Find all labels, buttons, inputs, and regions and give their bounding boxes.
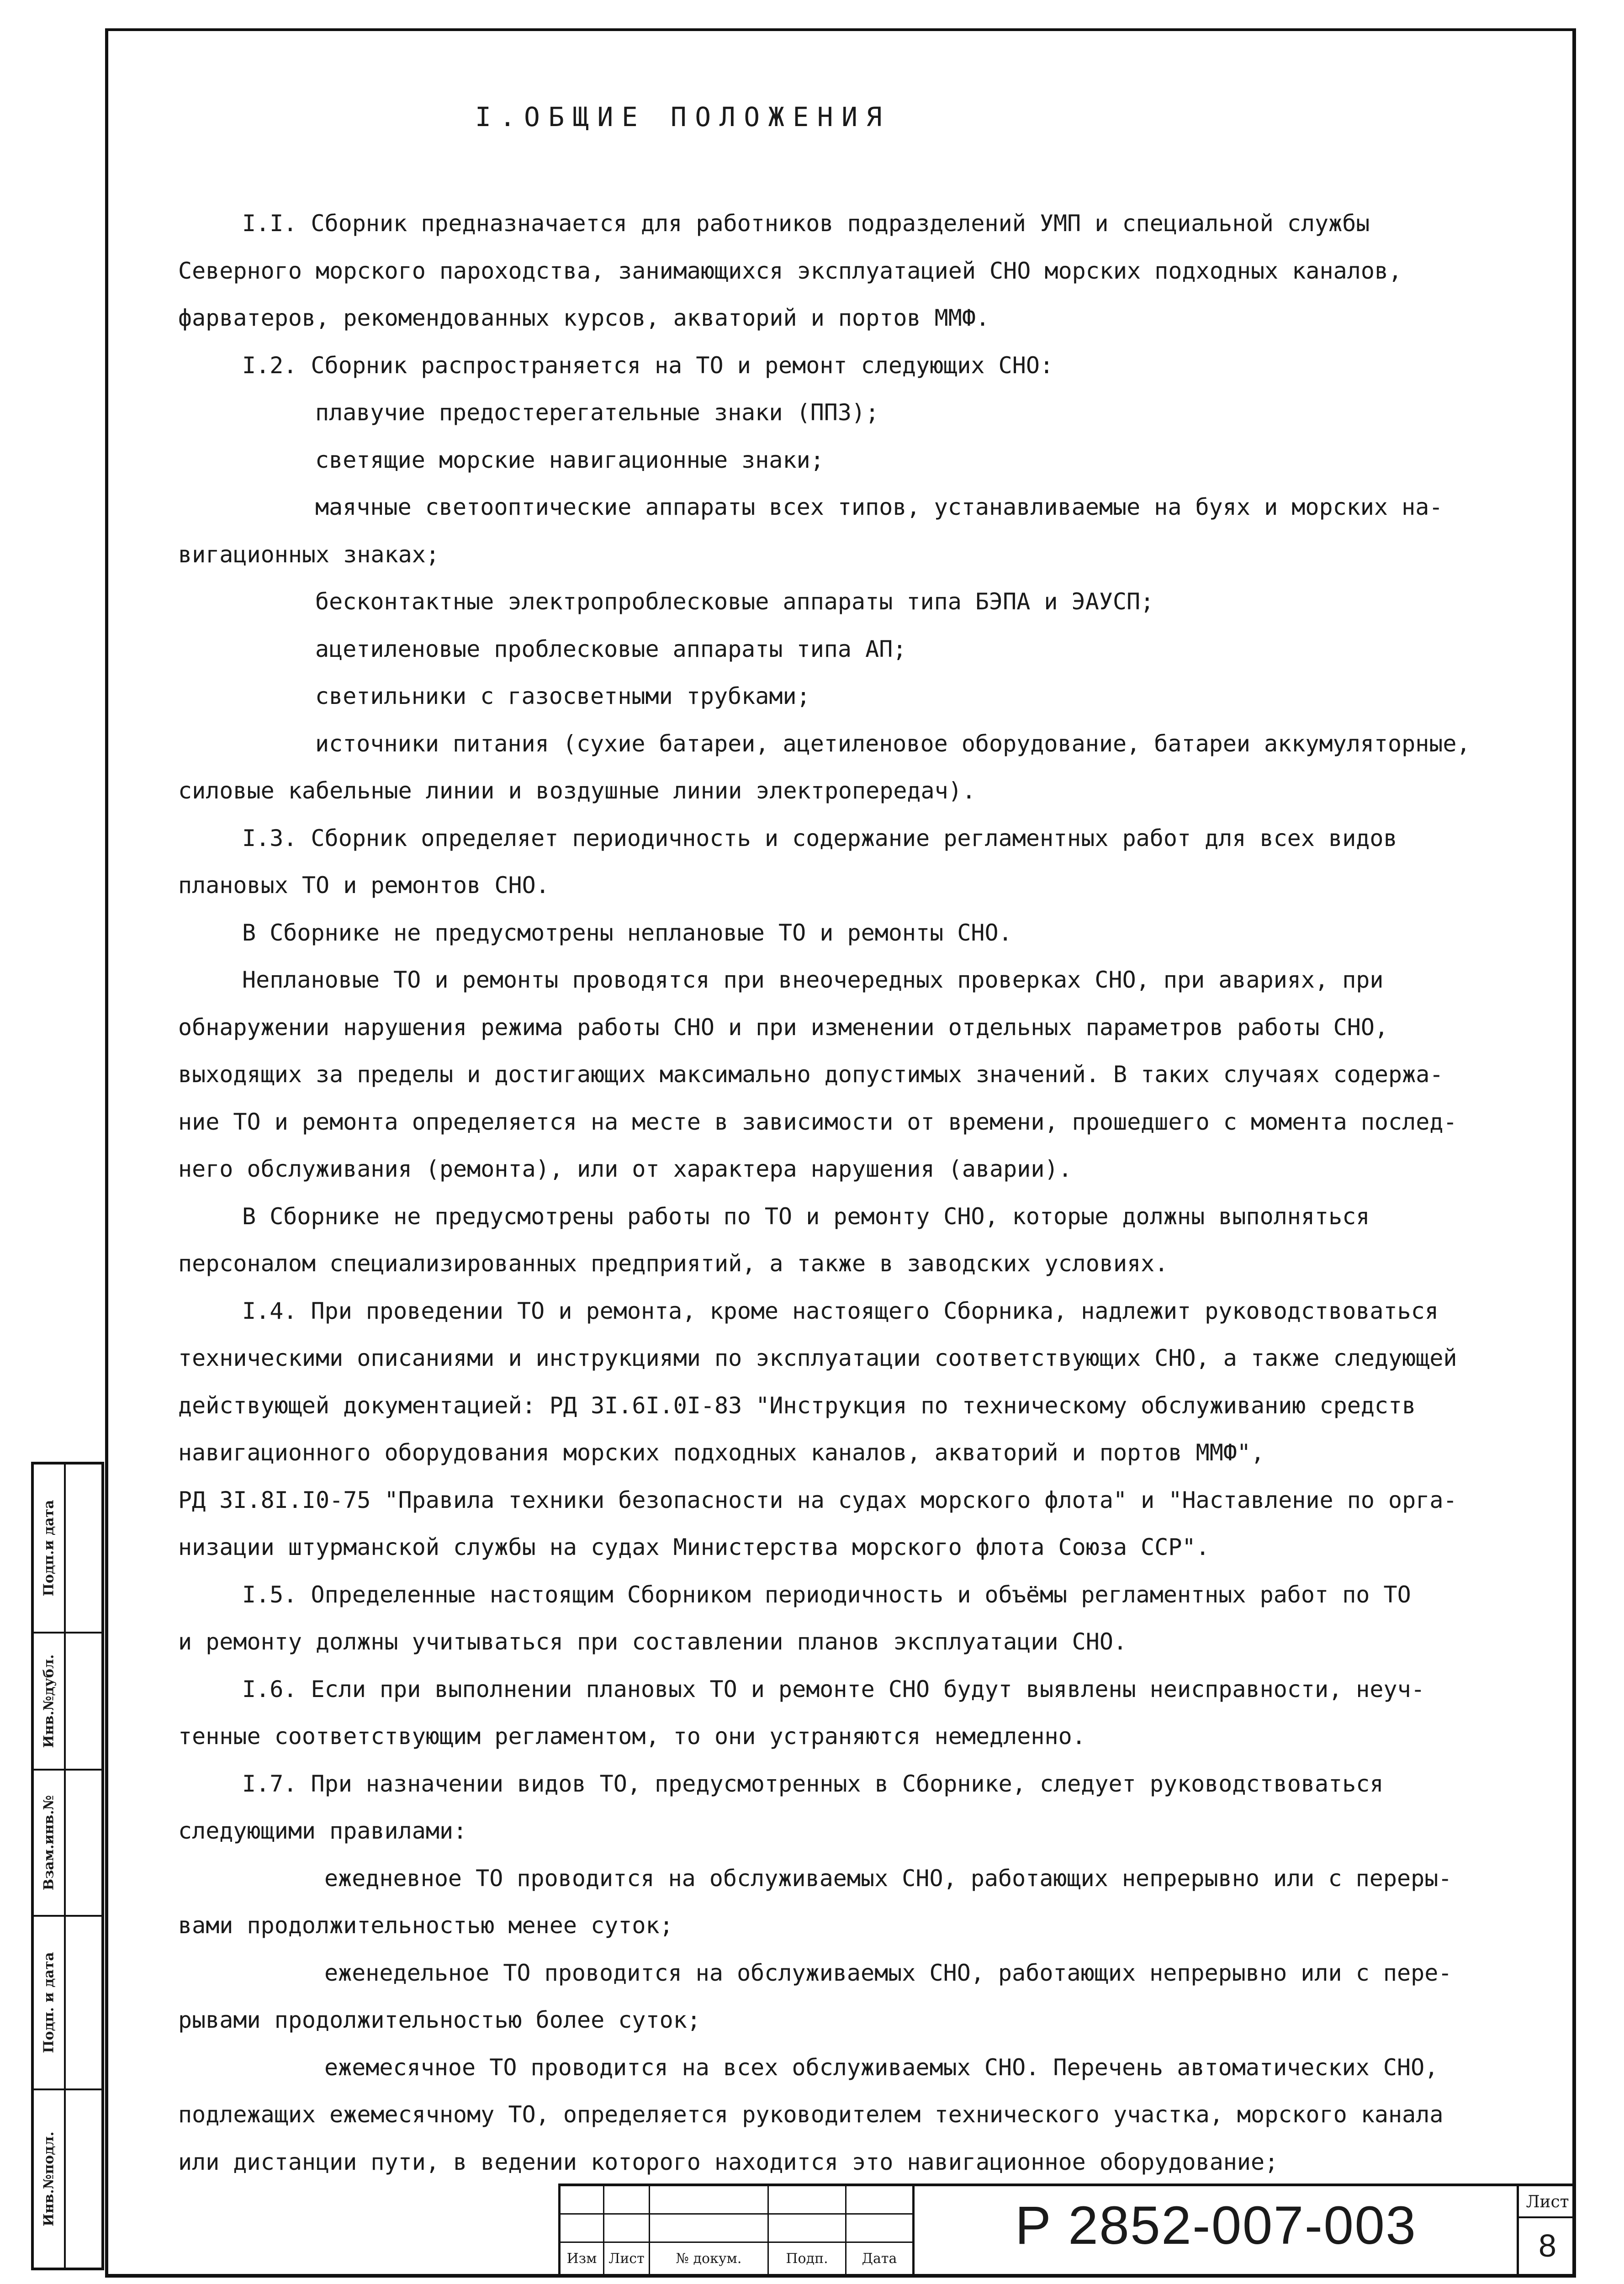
stamp-cell bbox=[34, 1917, 64, 2090]
section-title: I.ОБЩИЕ ПОЛОЖЕНИЯ bbox=[475, 101, 891, 132]
text-line: В Сборнике не предусмотрены работы по ТО и ремонту СНО, которые должны выполняться bbox=[242, 1203, 1370, 1230]
text-line: фарватеров, рекомендованных курсов, акваторий и портов ММФ. bbox=[178, 305, 990, 331]
document-code: Р 2852-007-003 bbox=[1015, 2195, 1417, 2256]
text-line: I.3. Сборник определяет периодичность и содержание регламентных работ для всех видов bbox=[242, 825, 1397, 851]
text-line: силовые кабельные линии и воздушные линии электропередач). bbox=[178, 777, 976, 804]
revision-cell bbox=[769, 2186, 846, 2215]
text-line: техническими описаниями и инструкциями по эксплуатации соответствующих СНО, а также следующей bbox=[178, 1345, 1457, 1371]
text-line: светильники с газосветными трубками; bbox=[315, 683, 810, 709]
revision-cell bbox=[769, 2215, 846, 2243]
text-line: навигационного оборудования морских подходных каналов, акваторий и портов ММФ", bbox=[178, 1439, 1265, 1466]
stamp-empty-cell bbox=[66, 2090, 104, 2268]
stamp-label: Подп.и дата bbox=[41, 1500, 57, 1597]
revision-cell bbox=[650, 2186, 769, 2215]
stamp-signature-column bbox=[66, 1465, 104, 2268]
revision-column-header: Лист bbox=[604, 2243, 650, 2275]
revision-cell bbox=[604, 2186, 650, 2215]
text-line: В Сборнике не предусмотрены неплановые ТО и ремонты СНО. bbox=[242, 919, 1012, 946]
text-line: I.7. При назначении видов ТО, предусмотренных в Сборнике, следует руководствоваться bbox=[242, 1770, 1384, 1797]
stamp-empty-cell bbox=[66, 1771, 104, 1917]
revision-column-header: Изм bbox=[561, 2243, 604, 2275]
revision-column-header: Подп. bbox=[769, 2243, 846, 2275]
stamp-label-column bbox=[34, 1465, 66, 2268]
stamp-label: Инв.№подл. bbox=[41, 2131, 57, 2226]
stamp-empty-cell bbox=[66, 1634, 104, 1771]
text-line: еженедельное ТО проводится на обслуживаемых СНО, работающих непрерывно или с пере- bbox=[324, 1959, 1452, 1986]
text-line: низации штурманской службы на судах Министерства морского флота Союза ССР". bbox=[178, 1534, 1210, 1560]
text-line: источники питания (сухие батареи, ацетиленовое оборудование, батареи аккумуляторные, bbox=[315, 730, 1471, 757]
sheet-number: 8 bbox=[1539, 2228, 1556, 2263]
sheet-label: Лист bbox=[1519, 2186, 1576, 2218]
stamp-label: Инв.№дубл. bbox=[41, 1654, 57, 1748]
text-line: следующими правилами: bbox=[178, 1818, 467, 1844]
revision-column-header: Дата bbox=[862, 2251, 897, 2267]
text-line: обнаружении нарушения режима работы СНО и при изменении отдельных параметров работы СНО, bbox=[178, 1014, 1389, 1041]
text-line: и ремонту должны учитываться при составлении планов эксплуатации СНО. bbox=[178, 1628, 1127, 1655]
text-line: I.6. Если при выполнении плановых ТО и ремонте СНО будут выявлены неисправности, неуч- bbox=[242, 1676, 1425, 1702]
revision-cell bbox=[650, 2215, 769, 2243]
text-line: Неплановые ТО и ремонты проводятся при внеочередных проверках СНО, при авариях, при bbox=[242, 967, 1384, 993]
revision-column-header: № докум. bbox=[650, 2243, 769, 2275]
text-line: плановых ТО и ремонтов СНО. bbox=[178, 872, 550, 899]
stamp-cell bbox=[34, 1771, 64, 1917]
text-line: ние ТО и ремонта определяется на месте в зависимости от времени, прошедшего с момента послед- bbox=[178, 1108, 1457, 1135]
revision-cell bbox=[846, 2215, 912, 2243]
text-line: I.I. Сборник предназначается для работников подразделений УМП и специальной службы bbox=[242, 210, 1370, 237]
text-line: вигационных знаках; bbox=[178, 541, 439, 568]
text-line: светящие морские навигационные знаки; bbox=[315, 446, 824, 473]
text-line: персоналом специализированных предприятий, а также в заводских условиях. bbox=[178, 1250, 1169, 1277]
text-line: ацетиленовые проблесковые аппараты типа АП; bbox=[315, 635, 907, 662]
text-line: ежемесячное ТО проводится на всех обслуживаемых СНО. Перечень автоматических СНО, bbox=[324, 2054, 1439, 2081]
text-line: плавучие предостерегательные знаки (ППЗ); bbox=[315, 399, 879, 426]
revision-table bbox=[558, 2186, 915, 2278]
sheet-box bbox=[1517, 2186, 1576, 2278]
revision-cell bbox=[846, 2186, 912, 2215]
text-line: тенные соответствующим регламентом, то они устраняются немедленно. bbox=[178, 1723, 1086, 1750]
title-block bbox=[558, 2184, 1576, 2278]
stamp-cell bbox=[34, 2090, 64, 2268]
text-line: или дистанции пути, в ведении которого находится это навигационное оборудование; bbox=[178, 2148, 1279, 2175]
text-line: действующей документацией: РД 3I.6I.0I-83 "Инструкция по техническому обслуживанию средств bbox=[178, 1392, 1416, 1419]
stamp-label: Взам.инв.№ bbox=[41, 1795, 57, 1891]
stamp-cell bbox=[34, 1634, 64, 1771]
text-line: РД 3I.8I.I0-75 "Правила техники безопасности на судах морского флота" и "Наставление по орга- bbox=[178, 1486, 1457, 1513]
stamp-empty-cell bbox=[66, 1465, 104, 1634]
text-line: бесконтактные электропроблесковые аппараты типа БЭПА и ЭАУСП; bbox=[315, 588, 1154, 615]
text-line: рывами продолжительностью более суток; bbox=[178, 2007, 701, 2033]
margin-stamp bbox=[31, 1462, 104, 2270]
text-line: I.5. Определенные настоящим Сборником периодичность и объёмы регламентных работ по ТО bbox=[242, 1581, 1411, 1608]
text-line: I.2. Сборник распространяется на ТО и ремонт следующих СНО: bbox=[242, 352, 1054, 379]
text-line: него обслуживания (ремонта), или от характера нарушения (аварии). bbox=[178, 1156, 1072, 1182]
text-line: подлежащих ежемесячному ТО, определяется руководителем технического участка, морского канала bbox=[178, 2101, 1444, 2128]
stamp-label: Подп. и дата bbox=[41, 1952, 57, 2053]
text-line: I.4. При проведении ТО и ремонта, кроме настоящего Сборника, надлежит руководствоваться bbox=[242, 1297, 1439, 1324]
revision-cell bbox=[561, 2186, 604, 2215]
text-line: ежедневное ТО проводится на обслуживаемых СНО, работающих непрерывно или с переры- bbox=[324, 1865, 1452, 1892]
text-line: вами продолжительностью менее суток; bbox=[178, 1912, 673, 1939]
revision-cell bbox=[604, 2215, 650, 2243]
text-line: выходящих за пределы и достигающих максимально допустимых значений. В таких случаях содержа- bbox=[178, 1061, 1444, 1088]
stamp-empty-cell bbox=[66, 1917, 104, 2090]
text-line: маячные светооптические аппараты всех типов, устанавливаемые на буях и морских на- bbox=[315, 494, 1443, 520]
text-line: Северного морского пароходства, занимающихся эксплуатацией СНО морских подходных каналов, bbox=[178, 257, 1402, 284]
stamp-cell bbox=[34, 1465, 64, 1634]
revision-cell bbox=[561, 2215, 604, 2243]
body-text bbox=[178, 200, 1530, 2186]
